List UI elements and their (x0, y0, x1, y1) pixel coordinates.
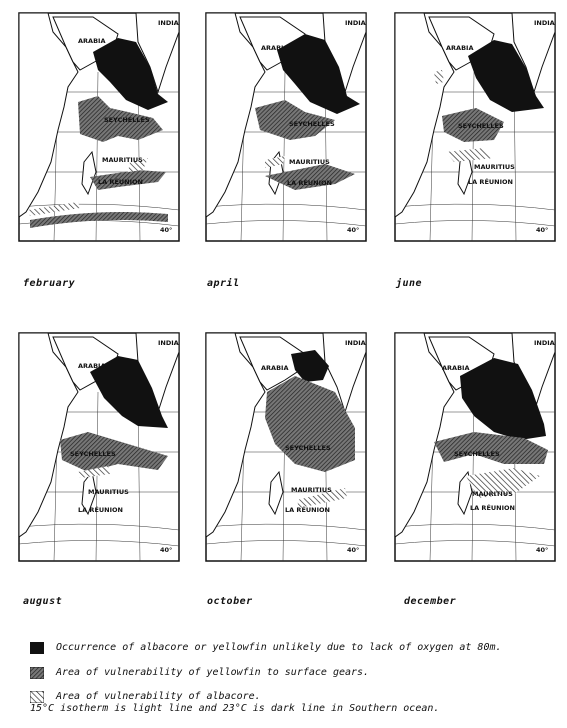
map-panel-june (394, 12, 556, 289)
label-india: INDIA (534, 339, 555, 347)
legend-text-albacore: Area of vulnerability of albacore. (56, 691, 261, 702)
map-panel-october (205, 332, 367, 607)
month-label: april (207, 278, 240, 289)
map-panel-february (18, 12, 180, 289)
label-india: INDIA (158, 339, 179, 347)
legend-item-oxygen (30, 642, 502, 654)
map-panel-august (18, 332, 180, 607)
month-label: august (23, 596, 63, 607)
map-february (18, 12, 180, 242)
label-seychelles: SEYCHELLES (454, 450, 500, 458)
label-reunion: LA RÉUNION (287, 179, 332, 187)
label-mauritius: MAURITIUS (291, 486, 332, 494)
label-arabia: ARABIA (261, 364, 289, 372)
map-panel-april (205, 12, 367, 289)
map-august (18, 332, 180, 562)
label-mauritius: MAURITIUS (472, 490, 513, 498)
map-december (394, 332, 556, 562)
label-latitude: 40° (536, 226, 549, 234)
map-april (205, 12, 367, 242)
label-arabia: ARABIA (78, 362, 106, 370)
label-latitude: 40° (347, 546, 360, 554)
label-mauritius: MAURITIUS (102, 156, 143, 164)
label-mauritius: MAURITIUS (474, 163, 515, 171)
label-arabia: ARABIA (78, 37, 106, 45)
label-latitude: 40° (347, 226, 360, 234)
label-seychelles: SEYCHELLES (458, 122, 504, 130)
label-reunion: LA RÉUNION (78, 506, 123, 514)
legend-swatch-light-hatch (30, 691, 44, 703)
month-label: october (207, 596, 253, 607)
month-label: june (396, 278, 423, 289)
label-mauritius: MAURITIUS (88, 488, 129, 496)
label-india: INDIA (345, 19, 366, 27)
month-label: december (404, 596, 457, 607)
label-reunion: LA RÉUNION (468, 178, 513, 186)
legend-item-yellowfin (30, 667, 369, 679)
label-reunion: LA RÉUNION (285, 506, 330, 514)
legend-item-albacore (30, 691, 439, 715)
label-latitude: 40° (536, 546, 549, 554)
label-seychelles: SEYCHELLES (70, 450, 116, 458)
label-seychelles: SEYCHELLES (285, 444, 331, 452)
map-june (394, 12, 556, 242)
legend-text-oxygen: Occurrence of albacore or yellowfin unlikely due to lack of oxygen at 80m. (56, 642, 502, 653)
label-latitude: 40° (160, 226, 173, 234)
label-reunion: LA RÉUNION (98, 178, 143, 186)
label-india: INDIA (158, 19, 179, 27)
label-arabia: ARABIA (442, 364, 470, 372)
label-seychelles: SEYCHELLES (289, 120, 335, 128)
label-seychelles: SEYCHELLES (104, 116, 150, 124)
legend-text-isotherm: 15°C isotherm is light line and 23°C is dark line in Southern ocean. (30, 703, 440, 714)
legend-swatch-black (30, 642, 44, 654)
label-india: INDIA (534, 19, 555, 27)
legend-text-yellowfin: Area of vulnerability of yellowfin to surface gears. (56, 667, 370, 678)
label-arabia: ARABIA (446, 44, 474, 52)
map-october (205, 332, 367, 562)
month-label: february (23, 278, 76, 289)
label-reunion: LA RÉUNION (470, 504, 515, 512)
label-arabia: ARABIA (261, 44, 289, 52)
map-panel-december (394, 332, 556, 607)
legend-swatch-dense-hatch (30, 667, 44, 679)
label-mauritius: MAURITIUS (289, 158, 330, 166)
label-latitude: 40° (160, 546, 173, 554)
label-india: INDIA (345, 339, 366, 347)
